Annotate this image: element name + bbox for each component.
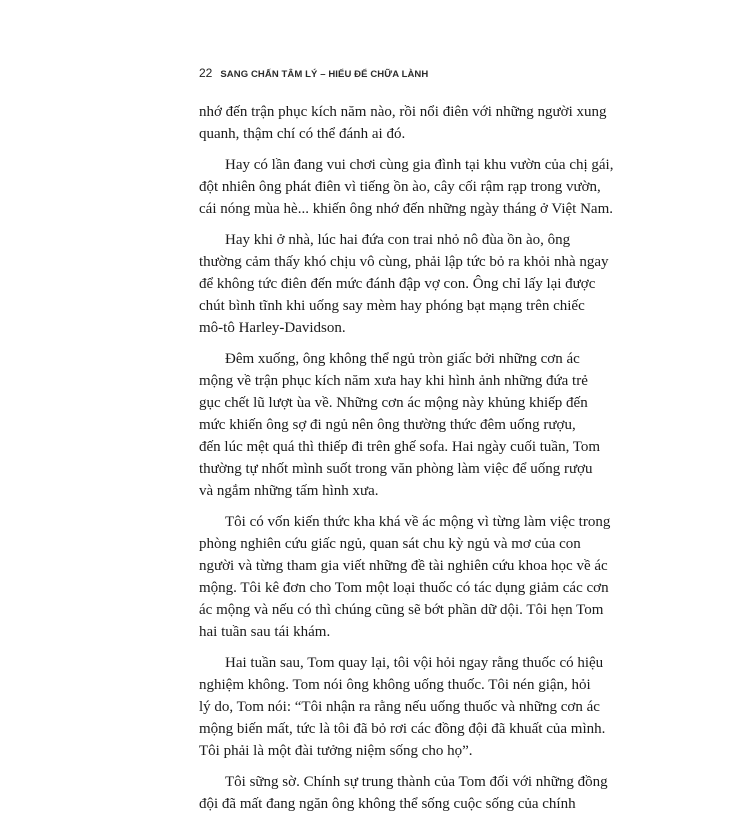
text-line: nghiệm không. Tom nói ông không uống thuốc. Tôi nén giận, hỏi: [199, 677, 591, 693]
paragraph: [199, 229, 609, 339]
text-line: quanh, thậm chí có thể đánh ai đó.: [199, 126, 406, 142]
text-line: ác mộng và nếu có thì chúng cũng sẽ bớt phần dữ dội. Tôi hẹn Tom: [199, 602, 604, 618]
running-header: [199, 66, 428, 82]
text-line: Tôi phải là một đài tưởng niệm sống cho họ”.: [199, 743, 473, 759]
paragraph: [199, 101, 607, 145]
text-line: mộng biến mất, tức là tôi đã bỏ rơi các đồng đội đã khuất của mình.: [199, 721, 606, 737]
text-line: Tôi có vốn kiến thức kha khá về ác mộng vì từng làm việc trong: [225, 514, 611, 530]
page-number: 22: [199, 66, 213, 80]
text-line: hai tuần sau tái khám.: [199, 624, 331, 640]
text-line: đội đã mất đang ngăn ông không thể sống cuộc sống của chính: [199, 796, 576, 812]
text-line: Đêm xuống, ông không thể ngủ tròn giấc bởi những cơn ác: [225, 351, 580, 367]
paragraph: [199, 771, 608, 815]
text-line: phòng nghiên cứu giấc ngủ, quan sát chu kỳ ngủ và mơ của con: [199, 536, 581, 552]
text-line: Hay có lần đang vui chơi cùng gia đình tại khu vườn của chị gái,: [225, 157, 614, 173]
text-line: và ngắm những tấm hình xưa.: [199, 483, 379, 499]
text-line: thường cảm thấy khó chịu vô cùng, phải lập tức bỏ ra khỏi nhà ngay: [199, 254, 609, 270]
text-line: mộng. Tôi kê đơn cho Tom một loại thuốc có tác dụng giảm các cơn: [199, 580, 609, 596]
text-line: người và từng tham gia viết những đề tài nghiên cứu khoa học về ác: [199, 558, 608, 574]
text-line: Tôi sững sờ. Chính sự trung thành của Tom đối với những đồng: [225, 774, 608, 790]
text-line: chút bình tĩnh khi uống say mèm hay phóng bạt mạng trên chiếc: [199, 298, 585, 314]
running-title: SANG CHẤN TÂM LÝ – HIỂU ĐỂ CHỮA LÀNH: [220, 69, 429, 80]
paragraph: [199, 154, 614, 220]
text-line: để không tức điên đến mức đánh đập vợ con. Ông chỉ lấy lại được: [199, 276, 596, 292]
paragraph: [199, 348, 601, 502]
text-line: đột nhiên ông phát điên vì tiếng ồn ào, cây cối rậm rạp trong vườn,: [199, 179, 601, 195]
text-line: nhớ đến trận phục kích năm nào, rồi nổi điên với những người xung: [199, 104, 607, 120]
text-line: mức khiến ông sợ đi ngủ nên ông thường thức đêm uống rượu,: [199, 417, 576, 433]
text-line: Hai tuần sau, Tom quay lại, tôi vội hỏi ngay rằng thuốc có hiệu: [225, 655, 604, 671]
text-line: mô-tô Harley-Davidson.: [199, 320, 346, 336]
paragraph: [199, 652, 606, 762]
text-line: đến lúc mệt quá thì thiếp đi trên ghế sofa. Hai ngày cuối tuần, Tom: [199, 439, 601, 455]
text-line: lý do, Tom nói: “Tôi nhận ra rằng nếu uống thuốc và những cơn ác: [199, 699, 600, 715]
text-line: cái nóng mùa hè... khiến ông nhớ đến những ngày tháng ở Việt Nam.: [199, 201, 613, 217]
text-line: mộng về trận phục kích năm xưa hay khi hình ảnh những đứa trẻ: [199, 373, 588, 389]
text-line: thường tự nhốt mình suốt trong văn phòng làm việc để uống rượu: [199, 461, 593, 477]
body-text: [199, 101, 614, 824]
paragraph: [199, 511, 611, 643]
text-line: gục chết lũ lượt ùa về. Những cơn ác mộng này khủng khiếp đến: [199, 395, 588, 411]
text-line: Hay khi ở nhà, lúc hai đứa con trai nhỏ nô đùa ồn ào, ông: [225, 232, 571, 248]
